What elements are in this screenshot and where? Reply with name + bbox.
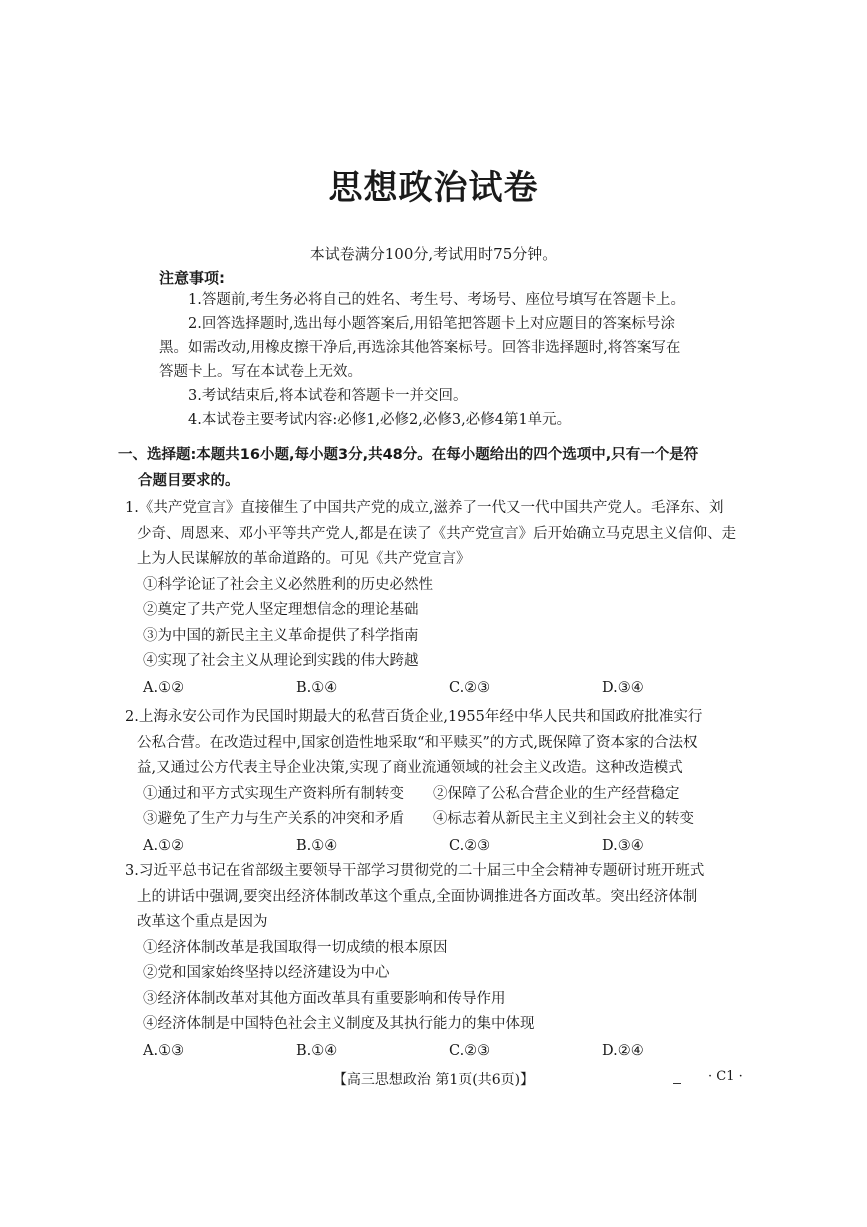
notice-line: 答题卡上。写在本试卷上无效。 [159,364,362,380]
stem-line: 3.习近平总书记在省部级主要领导干部学习贯彻党的二十届三中全会精神专题研讨班开班式 [125,863,705,879]
choice-d: D.③④ [602,837,644,854]
page-title: 思想政治试卷 [328,168,539,208]
stem-line: 上为人民谋解放的革命道路的。可见《共产党宣言》 [137,551,471,567]
notice-line: 4.本试卷主要考试内容:必修1,必修2,必修3,必修4第1单元。 [188,412,572,428]
section-heading [118,442,758,494]
option-statement: ③为中国的新民主主义革命提供了科学指南 [143,627,419,644]
option-statement: ②保障了公私合营企业的生产经营稳定 [433,785,680,802]
notice-line: 3.考试结束后,将本试卷和答题卡一并交回。 [188,388,468,404]
section-heading-line: 一、选择题:本题共16小题,每小题3分,共48分。在每小题给出的四个选项中,只有一个是符 [118,447,699,463]
page-footer: 【高三思想政治 第1页(共6页)】 [332,1072,535,1088]
exam-subtitle: 本试卷满分100分,考试用时75分钟。 [309,245,558,263]
stem-line: 公私合营。在改造过程中,国家创造性地采取“和平赎买”的方式,既保障了资本家的合法权 [137,734,698,751]
option-row [125,807,765,833]
choice-d: D.②④ [602,1042,644,1059]
stem-line: 益,又通过公方代表主导企业决策,实现了商业流通领域的社会主义改造。这种改造模式 [137,760,683,776]
section-heading-line: 合题目要求的。 [138,473,240,489]
option-statement: ④经济体制是中国特色社会主义制度及其执行能力的集中体现 [143,1016,535,1032]
stem-line: 2.上海永安公司作为民国时期最大的私营百货企业,1955年经中华人民共和国政府批准实行 [125,709,703,725]
notice-list [159,288,759,432]
stem-line: 上的讲话中强调,要突出经济体制改革这个重点,全面协调推进各方面改革。突出经济体制 [137,888,698,905]
paper-code: · C1 · [708,1069,743,1084]
option-statement: ①科学论证了社会主义必然胜利的历史必然性 [143,576,433,593]
notice-heading: 注意事项: [159,269,225,287]
option-statement: ②奠定了共产党人坚定理想信念的理论基础 [143,602,419,618]
choice-b: B.①④ [296,679,338,696]
option-statement: ②党和国家始终坚持以经济建设为中心 [143,965,390,981]
stem-line: 1.《共产党宣言》直接催生了中国共产党的成立,滋养了一代又一代中国共产党人。毛泽东、刘 [125,500,724,516]
notice-line: 1.答题前,考生务必将自己的姓名、考生号、考场号、座位号填写在答题卡上。 [188,292,685,308]
option-statement: ①经济体制改革是我国取得一切成绩的根本原因 [143,939,448,956]
option-row [125,782,765,808]
footer-dash [673,1083,681,1084]
choice-c: C.②③ [449,1042,491,1059]
option-statement: ③经济体制改革对其他方面改革具有重要影响和传导作用 [143,990,506,1007]
choice-a: A.①② [143,837,185,854]
question-3 [125,859,765,1064]
question-1 [125,496,765,701]
answer-choices [125,1038,765,1064]
question-2 [125,705,765,859]
option-statement: ①通过和平方式实现生产资料所有制转变 [143,785,404,802]
option-statement: ③避免了生产力与生产关系的冲突和矛盾 [143,811,404,827]
option-statement: ④实现了社会主义从理论到实践的伟大跨越 [143,653,419,669]
choice-c: C.②③ [449,837,491,854]
notice-line: 2.回答选择题时,选出每小题答案后,用铅笔把答题卡上对应题目的答案标号涂 [188,316,676,332]
choice-b: B.①④ [296,837,338,854]
question-stem [125,496,765,573]
stem-line: 改革这个重点是因为 [137,914,268,930]
choice-a: A.①② [143,679,185,696]
answer-choices [125,833,765,859]
stem-line: 少奇、周恩来、邓小平等共产党人,都是在读了《共产党宣言》后开始确立马克思主义信仰、走 [137,525,737,542]
answer-choices [125,675,765,701]
choice-c: C.②③ [449,679,491,696]
choice-b: B.①④ [296,1042,338,1059]
choice-a: A.①③ [143,1042,185,1059]
notice-line: 黑。如需改动,用橡皮擦干净后,再选涂其他答案标号。回答非选择题时,将答案写在 [159,340,681,356]
question-stem [125,705,765,782]
option-statement: ④标志着从新民主主义到社会主义的转变 [433,811,694,827]
choice-d: D.③④ [602,679,644,696]
question-stem [125,859,765,936]
